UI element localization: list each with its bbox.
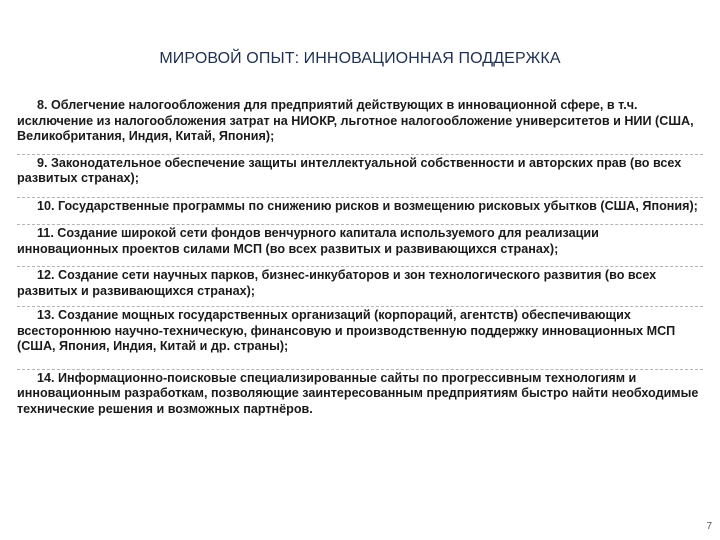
list-item-9: 9. Законодательное обеспечение защиты интеллектуальной собственности и авторских прав (во всех развитых странах);	[17, 154, 703, 187]
measures-list	[17, 96, 703, 417]
list-item-8: 8. Облегчение налогообложения для предприятий действующих в инновационной сфере, в т.ч. исключение из налогообложения затрат на НИОКР, льготное налогообложение университетов и НИИ (США, Великобритания, Индия, Китай, Япония);	[17, 98, 694, 143]
slide-title: МИРОВОЙ ОПЫТ: ИННОВАЦИОННАЯ ПОДДЕРЖКА	[159, 50, 561, 67]
list-item-13: 13. Создание мощных государственных организаций (корпораций, агентств) обеспечивающих всестороннюю научно-техническую, финансовую и производственную поддержку инновационных МСП (США, Япония, Индия, Китай и др. страны);	[17, 306, 703, 355]
list-item-10: 10. Государственные программы по снижению рисков и возмещению рисковых убытков (США, Япония);	[17, 197, 703, 215]
list-item-11: 11. Создание широкой сети фондов венчурного капитала используемого для реализации инновационных проектов силами МСП (во всех развитых и развивающихся странах);	[17, 224, 703, 257]
list-item-14: 14. Информационно-поисковые специализированные сайты по прогрессивным технологиям и инновационным разработкам, позволяющие заинтересованным предприятиям быстро найти необходимые технические решения и возможных партнёров.	[17, 369, 703, 418]
page-number: 7	[706, 521, 712, 532]
list-item-12: 12. Создание сети научных парков, бизнес-инкубаторов и зон технологического развития (во всех развитых и развивающихся странах);	[17, 266, 703, 299]
